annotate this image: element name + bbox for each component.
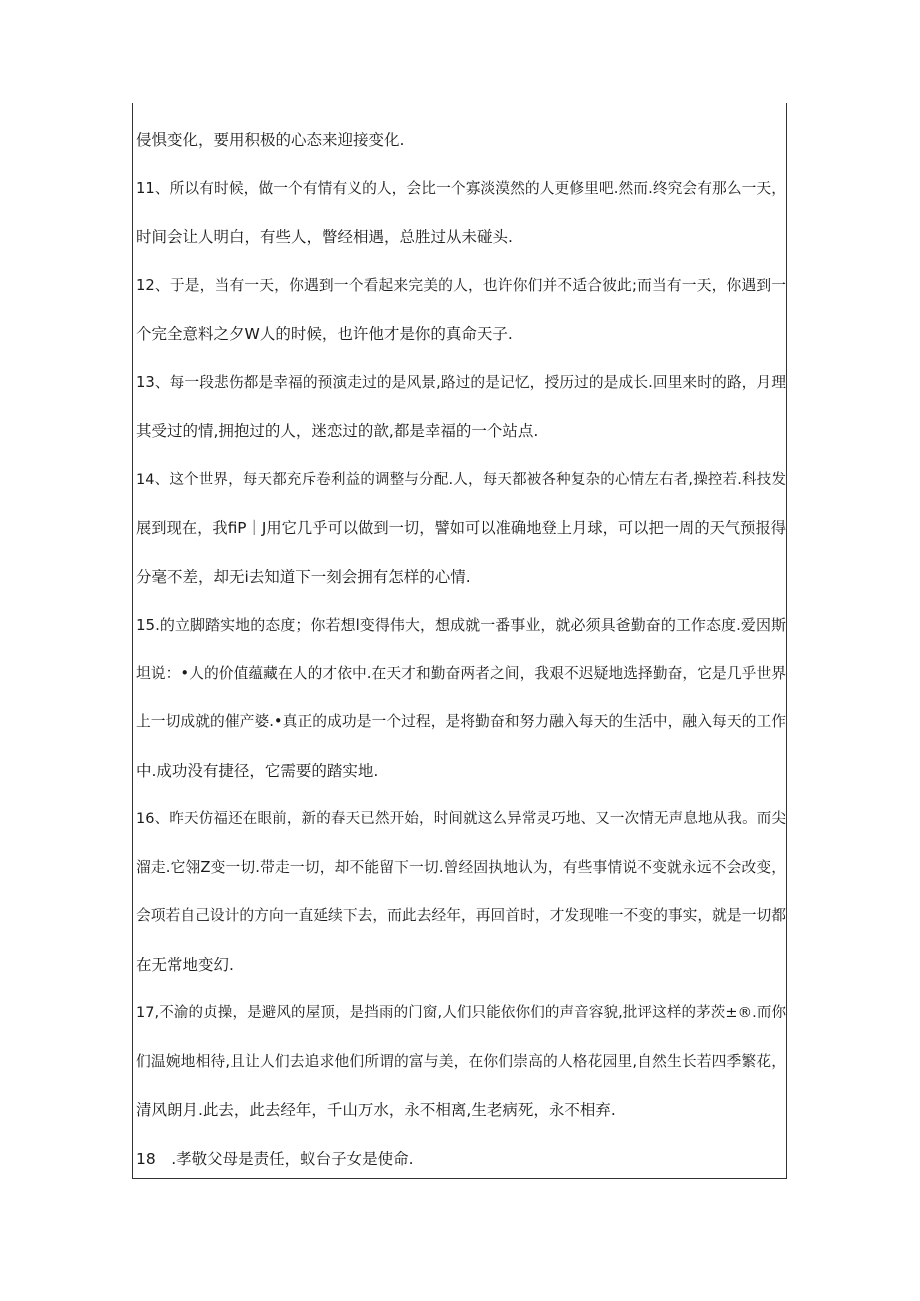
text-line: 16、昨天仿福还在眼前，新的春天已然开始，时间就这么异常灵巧地、又一次情无声息地从我。而尖 [136, 811, 786, 827]
text-line: 15.的立脚踏实地的态度；你若想l变得伟大，想成就一番事业，就必须具爸勤奋的工作态度.爱因斯 [136, 616, 786, 634]
text-line: 上一切成就的催产婆.•真正的成功是一个过程，是将勤奋和努力融入每天的生活中，融入每天的工作 [136, 713, 786, 730]
text-line: 展到现在，我fiP｜J用它几乎可以做到一切，譬如可以准确地登上月球，可以把一周的天气预报得 [136, 519, 786, 537]
text-line: 清风朗月.此去，此去经年，千山万水，永不相离,生老病死，永不相弃. [136, 1101, 616, 1119]
text-line: 13、每一段悲伤都是幸福的预演走过的是风景,路过的是记忆，授历过的是成长.回里来时的路，月理 [136, 373, 786, 391]
text-line: 溜走.它翎Z变一切.带走一切，却不能留下一切.曾经固执地认为，有些事情说不变就永远不会改变， [136, 858, 786, 876]
text-line: 11、所以有时候，做一个有情有义的人，会比一个寡淡漠然的人更修里吧.然而.终究会有那么一天， [136, 179, 786, 197]
text-line: 17,不渝的贞操，是避风的屋顶，是挡雨的门窗,人们只能依你们的声音容貌,批评这样的茅茨±®.而你 [136, 1005, 786, 1021]
text-line: 个完全意料之夕W人的时候，也许他才是你的真命天子. [136, 325, 513, 343]
text-line: 时间会让人明白，有些人，瞥经相遇，总胜过从未碰头. [136, 228, 513, 246]
text-line: 14、这个世界，每天都充斥卷利益的调整与分配.人，每天都被各种复杂的心情左右者,操控若.科技发 [136, 471, 786, 488]
text-line: 会项若自己设计的方向一直延续下去，而此去经年，再回首时，才发现唯一不变的事实，就是一切都 [136, 907, 786, 924]
text-line: 分毫不差，却无i去知道下一刻会拥有怎样的心情. [136, 567, 471, 586]
text-line: 18 .孝敬父母是责任，蚁台子女是使命. [136, 1149, 414, 1168]
text-line: 们温婉地相待,且让人们去追求他们所谓的富与美，在你们崇高的人格花园里,自然生长若四季繁花， [136, 1052, 786, 1070]
text-line: 其受过的情,拥抱过的人，迷恋过的歆,都是幸福的一个站点. [136, 422, 539, 440]
text-line: 在无常地变幻. [136, 955, 234, 974]
text-line: 中.成功没有捷径，它需要的踏实地. [136, 761, 379, 780]
text-line: 侵惧变化，要用积极的心态来迎接变化. [136, 131, 405, 149]
text-line: 坦说：•人的价值蕴藏在人的才依中.在天才和勤奋两者之间，我艰不迟疑地选择勤奋，它是几乎世界 [136, 664, 786, 682]
text-line: 12、于是，当有一天，你遇到一个看起来完美的人，也许你们并不适合彼此;而当有一天，你遇到一 [136, 276, 786, 294]
document-body [136, 120, 786, 1187]
